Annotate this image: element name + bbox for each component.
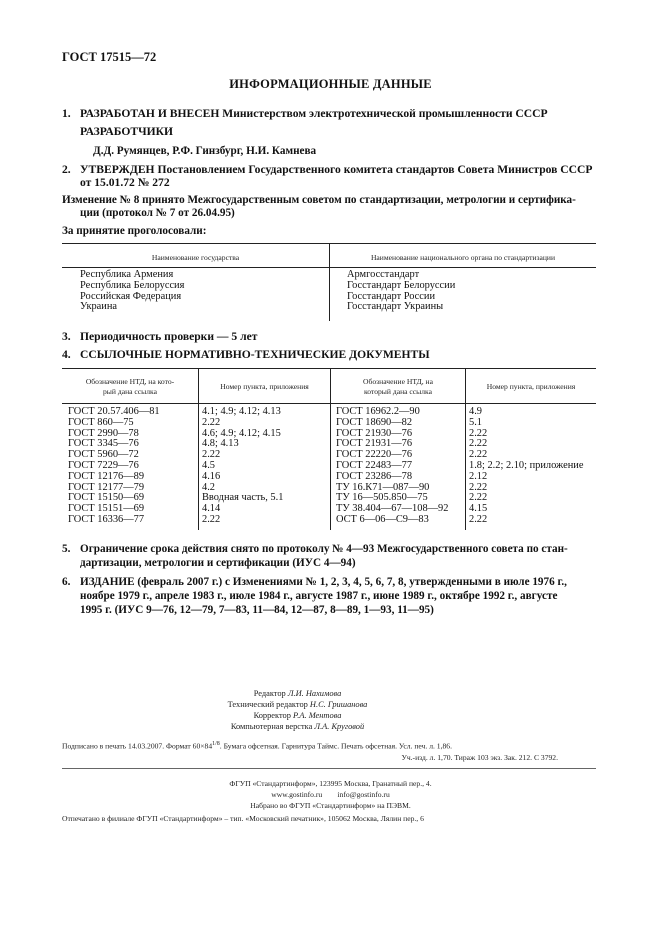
item-1-number: 1. (62, 107, 71, 120)
table-cell: ГОСТ 860—75 (68, 416, 134, 428)
table-cell: ГОСТ 18690—82 (336, 416, 413, 428)
refs-header-doc-2: Обозначение НТД, на который дана ссылка (363, 377, 433, 396)
table-cell: 2.22 (202, 416, 221, 428)
table-cell: ГОСТ 22483—77 (336, 459, 413, 471)
refs-docs-right (336, 407, 448, 526)
body-row: Госстандарт России (347, 290, 436, 302)
credit-tech-editor: Технический редактор Н.С. Гришанова (227, 700, 368, 709)
table-cell: 2.22 (469, 438, 488, 450)
table-cell: ТУ 16.К71—087—90 (336, 481, 430, 493)
item-5-line-2: дартизации, метрологии и сертификации (ИУС 4—94) (80, 557, 356, 569)
publisher-printed: Отпечатано в филиале ФГУП «Стандартинформ» – тип. «Московский печатник», 105062 Москва, Лялин пер., 6 (62, 814, 424, 823)
table-cell: 2.22 (469, 513, 488, 525)
table-cell: ГОСТ 7229—76 (68, 459, 139, 471)
table-cell: 2.22 (469, 449, 488, 461)
table-cell: 2.22 (469, 427, 488, 439)
item-4-text: ССЫЛОЧНЫЕ НОРМАТИВНО-ТЕХНИЧЕСКИЕ ДОКУМЕНТЫ (80, 348, 430, 361)
table-cell: ОСТ 6—06—С9—83 (336, 513, 429, 525)
refs-divider-1 (198, 368, 199, 530)
votes-bodies-column (347, 270, 455, 313)
table-cell: ГОСТ 2990—78 (68, 427, 139, 439)
table-cell: 4.5 (202, 459, 215, 471)
state-row: Республика Белоруссия (80, 279, 185, 291)
item-6-line-2: ноябре 1979 г., апреле 1983 г., июле 1984 г., августе 1987 г., июне 1989 г., октябре 1992 г., августе (80, 590, 558, 602)
table-cell: ТУ 38.404—67—108—92 (336, 503, 449, 515)
publisher-typeset: Набрано во ФГУП «Стандартинформ» на ПЭВМ. (250, 801, 411, 810)
page-title: ИНФОРМАЦИОННЫЕ ДАННЫЕ (229, 77, 432, 91)
votes-header-state: Наименование государства (151, 253, 240, 262)
table-cell: 4.9 (469, 406, 482, 417)
votes-header-body: Наименование национального органа по стандартизации (370, 253, 556, 262)
table-cell: ГОСТ 21931—76 (336, 438, 413, 450)
table-cell: 1.8; 2.2; 2.10; приложение (469, 459, 584, 471)
table-cell: 4.8; 4.13 (202, 438, 239, 450)
table-cell: 5.1 (469, 416, 482, 428)
state-row: Украина (80, 301, 118, 313)
imprint-line-2: Уч.-изд. л. 1,70. Тираж 103 экз. Зак. 212. С 3792. (401, 753, 558, 762)
table-cell: 4.15 (469, 503, 488, 515)
publisher-website[interactable]: www.gostinfo.ru (271, 790, 323, 799)
refs-items-left (202, 407, 283, 526)
refs-table-top-rule (62, 368, 596, 369)
state-row: Российская Федерация (80, 290, 182, 302)
table-cell: Вводная часть, 5.1 (202, 492, 284, 504)
table-cell: ГОСТ 3345—76 (68, 438, 139, 450)
item-1-body: Министерством электротехнической промышленности СССР (222, 107, 548, 120)
body-row: Армгосстандарт (347, 269, 420, 280)
table-cell: ГОСТ 15150—69 (68, 492, 145, 504)
item-1-text (80, 107, 548, 120)
body-row: Госстандарт Белоруссии (347, 279, 456, 291)
table-cell: 4.16 (202, 470, 221, 482)
item-2-lead: УТВЕРЖДЕН (80, 163, 155, 176)
item-4-number: 4. (62, 348, 71, 361)
refs-items-right (469, 407, 583, 526)
refs-docs-left (68, 407, 160, 526)
item-5-line-1: Ограничение срока действия снято по протоколу № 4—93 Межгосударственного совета по стан- (80, 543, 568, 555)
table-cell: 4.14 (202, 503, 221, 515)
body-row: Госстандарт Украины (347, 301, 444, 313)
table-cell: ГОСТ 16962.2—90 (336, 406, 420, 417)
credit-proofreader: Корректор Р.А. Ментова (253, 711, 342, 720)
imprint-divider (62, 768, 596, 769)
change-note-line-1: Изменение № 8 принято Межгосударственным советом по стандартизации, метрологии и сертифика- (62, 194, 576, 206)
item-6-line-1: ИЗДАНИЕ (февраль 2007 г.) с Изменениями № 1, 2, 3, 4, 5, 6, 7, 8, утвержденными в июле 1976 г., (80, 576, 567, 588)
state-row: Республика Армения (80, 269, 174, 280)
item-6-line-3: 1995 г. (ИУС 9—76, 12—79, 7—83, 11—84, 12—87, 8—89, 1—93, 11—95) (80, 604, 434, 616)
table-cell: ГОСТ 20.57.406—81 (68, 406, 160, 417)
table-cell: 2.22 (202, 449, 221, 461)
table-cell: 2.22 (469, 492, 488, 504)
change-note-line-2: ции (протокол № 7 от 26.04.95) (80, 207, 235, 219)
table-cell: ГОСТ 5960—72 (68, 449, 139, 461)
refs-header-doc: Обозначение НТД, на кото- рый дана ссылка (85, 377, 175, 396)
item-2-body: Постановлением Государственного комитета стандартов Совета Министров СССР (157, 163, 593, 176)
item-6-number: 6. (62, 576, 71, 588)
table-cell: 4.2 (202, 481, 215, 493)
item-2-date: от 15.01.72 № 272 (80, 176, 170, 189)
developers-label: РАЗРАБОТЧИКИ (80, 125, 174, 138)
table-cell: ГОСТ 22220—76 (336, 449, 413, 461)
refs-divider-3 (465, 368, 466, 530)
table-cell: 4.1; 4.9; 4.12; 4.13 (202, 406, 281, 417)
imprint-line-1: Подписано в печать 14.03.2007. Формат $60\times 84^{1/8}$. Бумага офсетная. Гарнитура Таймс. Печать офсетная. Усл. печ. л. 1,86. (62, 741, 452, 751)
refs-table-header-rule (62, 403, 596, 404)
table-cell: ГОСТ 12176—89 (68, 470, 145, 482)
publisher-email[interactable]: info@gostinfo.ru (337, 790, 390, 799)
table-cell: ГОСТ 21930—76 (336, 427, 413, 439)
item-5-number: 5. (62, 543, 71, 555)
developers-names: Д.Д. Румянцев, Р.Ф. Гинзбург, Н.И. Камнева (93, 145, 317, 157)
table-cell: 4.6; 4.9; 4.12; 4.15 (202, 427, 281, 439)
refs-header-item-2: Номер пункта, приложения (486, 382, 576, 391)
publisher-address: ФГУП «Стандартинформ», 123995 Москва, Гранатный пер., 4. (229, 779, 432, 788)
table-cell: ГОСТ 23286—78 (336, 470, 413, 482)
item-3-number: 3. (62, 330, 71, 343)
item-1-lead: РАЗРАБОТАН И ВНЕСЕН (80, 107, 220, 120)
publisher-contacts (0, 790, 661, 799)
table-cell: ГОСТ 15151—69 (68, 503, 145, 515)
voted-label: За принятие проголосовали: (62, 225, 207, 237)
document-code: ГОСТ 17515—72 (62, 50, 157, 64)
table-cell: ГОСТ 16336—77 (68, 513, 145, 525)
table-cell: ТУ 16—505.850—75 (336, 492, 428, 504)
table-cell: 2.22 (202, 513, 221, 525)
table-cell: 2.22 (469, 481, 488, 493)
item-3-text: Периодичность проверки — 5 лет (80, 330, 258, 343)
credit-layout: Компьютерная верстка Л.А. Круговой (230, 722, 365, 731)
refs-header-item: Номер пункта, приложения (220, 382, 309, 391)
table-cell: ГОСТ 12177—79 (68, 481, 145, 493)
item-2-number: 2. (62, 163, 71, 176)
table-cell: 2.12 (469, 470, 488, 482)
item-2-text (80, 163, 593, 176)
votes-states-column (80, 270, 184, 313)
credit-editor: Редактор Л.И. Нахимова (253, 689, 342, 698)
